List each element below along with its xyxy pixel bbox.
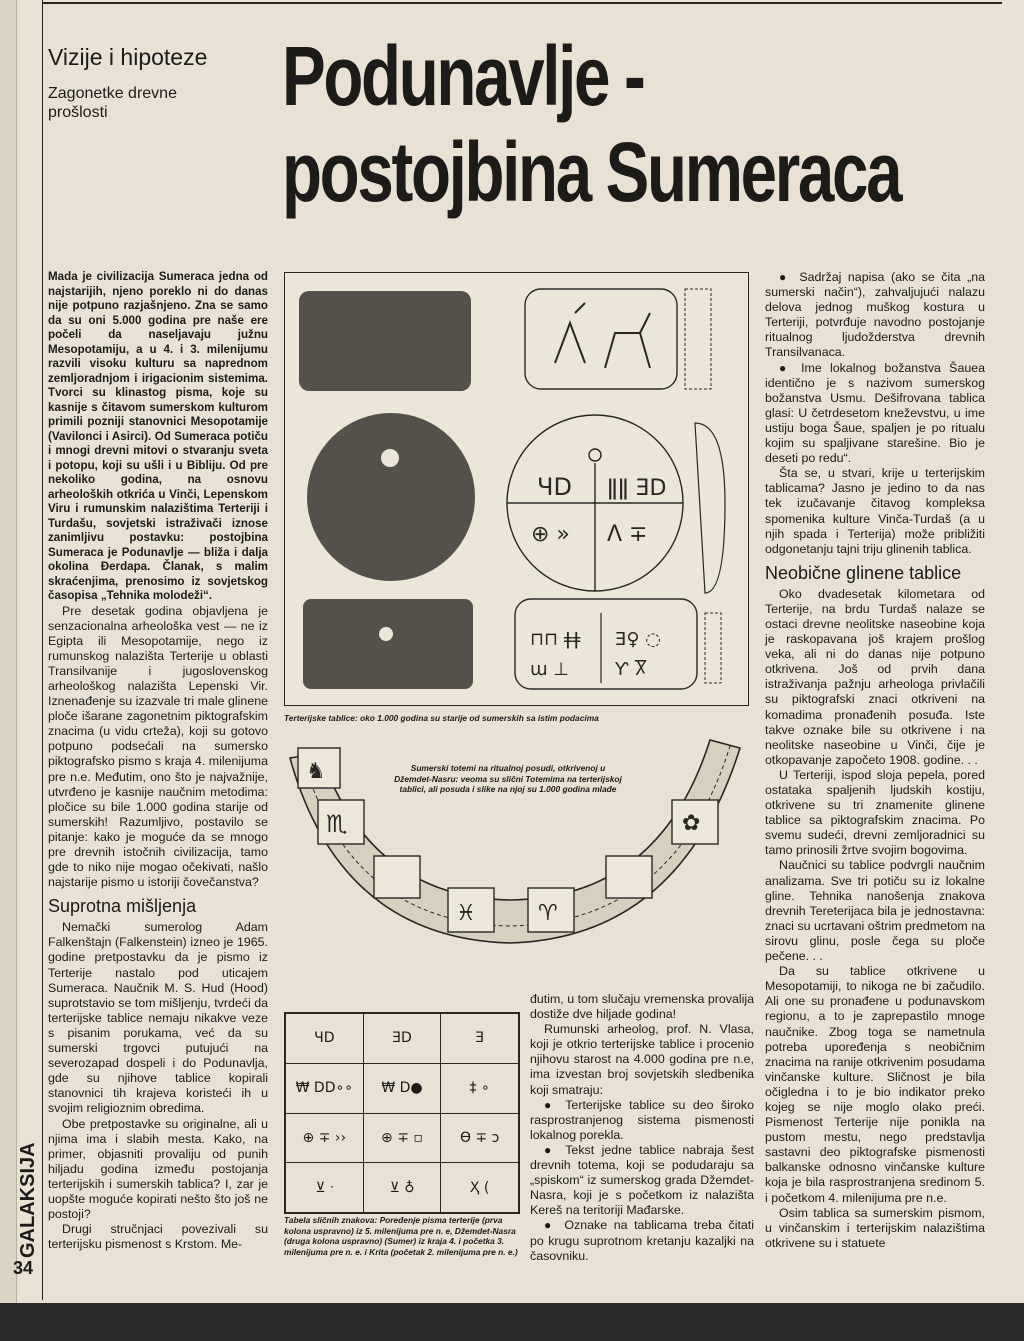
table-cell: Ɵ ∓ ɔ: [441, 1113, 519, 1163]
paragraph: Oko dvadesetak kilometara od Terterije, na brdu Turdaš nalaze se ostaci drevne neolitske naseobine koja je raskopavana još krajem prošlog veka, ali ni do danas nije potpuno otkrivena. Još od prvih dana istraživanja pažnju arheologa privlačili su piktografski znaci otkriveni na komadima pronađenih posuđa. Iste takve oznake bile su otkrivene i na neolitske naseobine u Vinči, čije je otkopavanje započeto 1908. godine. . .: [765, 586, 985, 767]
sign-glyph: Ƴ Ⴟ: [615, 659, 648, 680]
section-subtitle: Zagonetke drevne prošlosti: [48, 85, 177, 121]
totem-shape: ♈: [538, 901, 558, 926]
table-cell: ƎD: [363, 1014, 441, 1064]
table-row: [286, 1014, 519, 1064]
sign-glyph: Ʌ ∓: [607, 522, 648, 547]
signs-caption: Tabela sličnih znakova: Poređenje pisma terterije (prva kolona uspravno) iz 5. milenijuma pre n. e, Džemdet-Nasra (druga kolona uspravno) (Sumer) iz kraja 4. i početka 3. milenijuma pre n. e. i Krita (početak 2. milenijuma pre n. e.): [284, 1215, 518, 1257]
section-kicker: Vizije i hipoteze: [48, 44, 208, 70]
tablet-section-top: [685, 289, 711, 389]
table-cell: ₩ DD∘∘: [286, 1063, 364, 1113]
paragraph: Osim tablica sa sumerskim pismom, u vinčanskim i terterijskim nalazištima otkrivene su i statuete: [765, 1205, 985, 1250]
paragraph: Drugi stručnjaci povezivali su terterijsku pismenost s Krstom. Me-: [48, 1222, 268, 1252]
paragraph: Da su tablice otkrivene u Mesopotamiji, to nikoga ne bi začudilo. Ali one su pronađene u podunavskom regionu, a to je zaprepastilo mnoge naučnike. Zbog toga se nametnula potreba upoređenja s neobičnim znacima na ranije otkrivenim posudama vinčanske kulture. Sličnost je bila očigledna i to je bio indikator preko kojeg se nije moglo olako preći. Pismenost Terterije nije ponikla na pustom mestu, nego predstavlja sastavni deo piktografske pismenosti balkanske odnosno vinčanske kulture koja je bila rasprostranjena sredinom 5. i početkom 4. milenijuma pre n.e.: [765, 964, 985, 1205]
table-cell: ‡ ∘: [441, 1063, 519, 1113]
paragraph: đutim, u tom slučaju vremenska provalija dostiže dve hiljade godina!: [530, 992, 754, 1022]
table-row: [286, 1163, 519, 1213]
column-left: [48, 270, 268, 1252]
tablet-hole-drawing: [589, 449, 601, 461]
tablet-drawing-top: [525, 289, 677, 389]
totem-panel: [374, 856, 420, 898]
column-right: [765, 270, 985, 1251]
paragraph: Naučnici su tablice podvrgli naučnim analizama. Sve tri potiču su iz lokalne gline. Tehnika nanošenja znakova drevnih Tereterijaca bila je jednostavna: znaci su ucrtavani oštrim predmetom na sirovu glinu, posle čega su ploče pečene. . .: [765, 858, 985, 964]
scan-bottom-edge: [0, 1303, 1024, 1341]
tablets-figure: [284, 272, 749, 706]
signs-grid: [285, 1013, 519, 1213]
bullet-paragraph: ● Terterijske tablice su deo široko rasprostranjenog sistema pismenosti lokalnog porekla.: [530, 1098, 754, 1143]
table-cell: ⊻ ♁: [363, 1163, 441, 1213]
bullet-paragraph: ● Tekst jedne tablice nabraja šest drevnih totema, koji se podudaraju sa „spiskom“ iz sumerskog grada Džemdet-Nasra, koji je s početkom iz nalazišta Kereš na teritoriji Mađarske.: [530, 1143, 754, 1218]
totem-fish: ♓: [456, 901, 476, 926]
table-cell: ЧD: [286, 1014, 364, 1064]
sign-glyph: ⊕ »: [531, 522, 570, 547]
paragraph: Obe pretpostavke su originalne, ali u njima ima i slabih mesta. Kako, na primer, objasniti provaliju od punih hiljadu godina između postojanja terterijskih i sumerskih tablica? I, zar je uopšte moguće kopirati nešto što još ne postoji?: [48, 1116, 268, 1222]
table-cell: ⊕ ∓ ››: [286, 1113, 364, 1163]
totem-panel: [606, 856, 652, 898]
table-row: [286, 1113, 519, 1163]
magazine-logo: [14, 1140, 40, 1260]
bullet-paragraph: ● Ime lokalnog božanstva Šauea identično je s nazivom sumerskog božanstva Usmu. Dešifrovana tablica glasi: U četrdesetom kneževstvu, u ime ustiju boga Šaue, spaljen je po ritualu kojim su spaljivane starešine. Bio je deseti po redu“.: [765, 361, 985, 467]
headline-line-1: Podunavlje -: [282, 29, 644, 123]
paragraph: Pre desetak godina objavljena je senzacionalna arheološka vest — ne iz Egipta ili Mesopotamije, nego iz rumunskog nalazišta Terterije u oblasti Transilvanije i jugoslovenskog arheološkog nalazišta Lepenski Vir. Iznenađenje su izazvale tri male glinene ploče išarane zagonetnim piktografskim znacima (u vidu crteža), koji su gotovo potpuno podsećali na sumersko piktografsko pismo s kraja 4. milenijuma pre n.e. Međutim, ono što je najvažnije, utvrđeno je kasnije naučnim metodima: pločice su bile 1.000 godina starije od sumerskih! Razumljivo, postavilo se pitanje: kako je moguće da se mnogo pre drevnih istočnih civilizacija, tamo gde to niko nije mogao očekivati, našlo najstarije pismo u istoriji čovečanstva?: [48, 603, 268, 890]
subheading: Suprotna mišljenja: [48, 896, 197, 917]
totem-shape: ✿: [682, 811, 701, 836]
tablet-section-bottom: [705, 613, 721, 683]
bullet-paragraph: ● Sadržaj napisa (ako se čita „na sumerski način“), zahvaljujući nalazu delova jednog muškog kostura u Terteriji, potvrđuje navodno postojanje ritualnog ljudožderstva drevnih Transilvanaca.: [765, 270, 985, 361]
table-cell: ₩ D●: [363, 1063, 441, 1113]
table-cell: Ҳ (: [441, 1163, 519, 1213]
vessel-caption: Sumerski totemi na ritualnoj posudi, otkrivenoj u Džemdet-Nasru: veoma su slični Totemima na terterijskoj tablici, ali posuda i slike na njoj su 1.000 godina mlađe: [394, 763, 622, 795]
table-row: [286, 1063, 519, 1113]
sign-glyph: ⊓⊓ ǂǂ: [530, 629, 581, 650]
table-cell: Ǝ: [441, 1014, 519, 1064]
subheading: Neobične glinene tablice: [765, 562, 962, 583]
page-number: 34: [13, 1258, 34, 1278]
totem-bird: ♞: [306, 759, 326, 784]
headline: [282, 28, 901, 220]
tablet-edge: [695, 423, 725, 593]
headline-line-2: postojbina Sumeraca: [282, 125, 901, 219]
paragraph: Šta se, u stvari, krije u terterijskim tablicama? Jasno je jedino to da nas tek izučavanje čitavog kompleksa spomenika kulture Vinča-Turdaš (a u njih spada i Terterija) može približiti odgonetanju tajni triju glinenih tablica.: [765, 466, 985, 556]
article-lead: Mada je civilizacija Sumeraca jedna od najstarijih, njeno poreklo ni do danas nije potpuno razjašnjeno. Zna se samo da su oni 5.000 godina pre naše ere počeli da naseljavaju južnu Mesopotamiju, a u 4. i 3. milenijumu razvili visoku kulturu sa naprednom zemljoradnjom i irigacionim sistemima. Tvorci su klinastog pisma, koje su kasnije s čitavom sumerskom kulturom primili pozniji stanovnici Mesopotamije (Vavilonci i Asirci). Od Sumeraca potiču i mnogi drevni mitovi o stvaranju sveta i potopu, koji su ušli i u Bibliju. Od pre nekoliko godina, na osnovu arheoloških otkrića u Vinči, Lepenskom Viru i rumunskim nalazištima Terteriji i Turdašu, sovjetski istraživači iznose zanimljivu postavku: postojbina Sumeraca je Podunavlje — bliža i dalja okolina Đerdapa. Članak, s malim skraćenjima, prenosimo iz sovjetskog časopisa „Tehnika molodeži“.: [48, 270, 268, 602]
sign-glyph: ЧD: [537, 473, 572, 501]
column-middle-bottom: [530, 992, 754, 1264]
top-rule: [42, 2, 1002, 4]
totem-scorpion: ♏: [326, 810, 348, 838]
bullet-paragraph: ● Oznake na tablicama treba čitati po krugu suprotnom kretanju kazaljki na časovniku.: [530, 1218, 754, 1263]
magazine-name: GALAKSIJA: [17, 1142, 39, 1258]
paragraph: U Terteriji, ispod sloja pepela, pored ostataka spaljenih ljudskih kostiju, otkrivene su tri znamenite glinene tablice sa piktografskim znacima. Po svemu sudeći, drevni zemljoradnici su tamo prinosili žrtve svojim bogovima.: [765, 767, 985, 858]
goat-figure: [555, 303, 650, 368]
sign-glyph: Ǝ♀ ◌: [615, 629, 661, 650]
paragraph: Nemački sumerolog Adam Falkenštajn (Falkenstein) izneo je 1965. godine pretpostavku da je pismo iz Terterije nastalo pod uticajem Sumeraca. Naučnik M. S. Hud (Hood) suprotstavio se tom mišljenju, tvrdeći da terterijske tablice nemaju nikakve veze s pisanim porukama, već da su sumerski trgovci putujući na severozapad dospeli i do Podunavlja, gde su njihove tablice kopirali stanovnici tih krajeva koristeći ih u svojim religioznim obredima.: [48, 920, 268, 1116]
sign-glyph: ɯ ⊥: [530, 659, 569, 680]
table-cell: ⊕ ∓ ▫: [363, 1113, 441, 1163]
sign-glyph: ǁǁ ƎD: [607, 476, 667, 501]
signs-comparison-table: [284, 1012, 520, 1214]
table-cell: ⊻ ᐧ: [286, 1163, 364, 1213]
paragraph: Rumunski arheolog, prof. N. Vlasa, koji je otkrio terterijske tablice i procenio njihovu starost na 4.000 godina pre n.e, ima izvestan broj sovjetskih sledbenika koji smatraju:: [530, 1022, 754, 1097]
tablets-caption: Terterijske tablice: oko 1.000 godina su starije od sumerskih sa istim podacima: [284, 713, 599, 723]
tablet-drawings: [285, 273, 748, 705]
vertical-rule: [42, 0, 43, 1300]
